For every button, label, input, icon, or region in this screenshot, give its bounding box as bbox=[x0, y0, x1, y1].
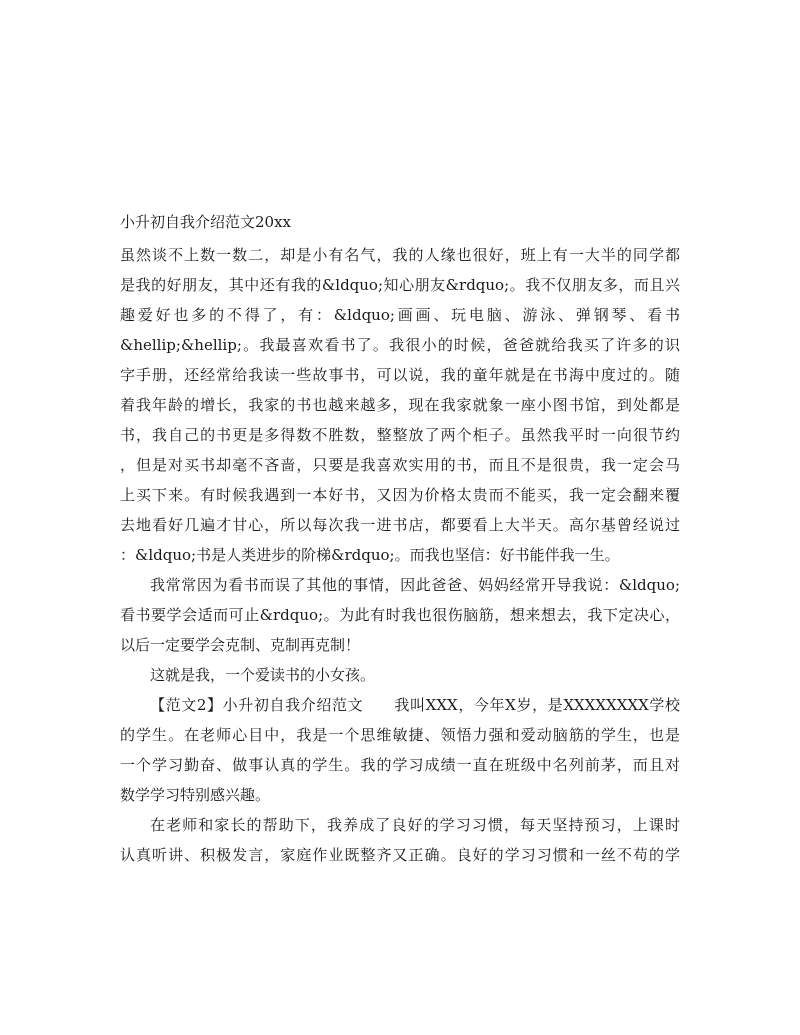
text-line: 虽然谈不上数一数二，却是小有名气，我的人缘也很好，班上有一大半的同学都 bbox=[120, 246, 680, 264]
text-line: 看书要学会适而可止&rdquo;。为此有时我也很伤脑筋，想来想去，我下定决心， bbox=[120, 606, 680, 624]
text-line: 数学学习特别感兴趣。 bbox=[120, 786, 271, 804]
text-line: 我常常因为看书而误了其他的事情，因此爸爸、妈妈经常开导我说：&ldquo; bbox=[150, 576, 680, 594]
text-line: 一个学习勤奋、做事认真的学生。我的学习成绩一直在班级中名列前茅，而且对 bbox=[120, 756, 680, 774]
document-body bbox=[120, 240, 680, 870]
text-line: 趣爱好也多的不得了，有：&ldquo;画画、玩电脑、游泳、弹钢琴、看书 bbox=[120, 306, 680, 324]
text-line: 着我年龄的增长，我家的书也越来越多，现在我家就象一座小图书馆，到处都是 bbox=[120, 396, 680, 414]
text-line: 上买下来。有时候我遇到一本好书，又因为价格太贵而不能买，我一定会翻来覆 bbox=[120, 486, 680, 504]
text-line: 认真听讲、积极发言，家庭作业既整齐又正确。良好的学习习惯和一丝不苟的学 bbox=[120, 846, 680, 864]
text-line: 的学生。在老师心目中，我是一个思维敏捷、领悟力强和爱动脑筋的学生，也是 bbox=[120, 726, 680, 744]
text-line: 这就是我，一个爱读书的小女孩。 bbox=[150, 666, 376, 684]
text-line: 去地看好几遍才甘心，所以每次我一进书店，都要看上大半天。高尔基曾经说过 bbox=[120, 516, 680, 534]
text-line: ：&ldquo;书是人类进步的阶梯&rdquo;。而我也坚信：好书能伴我一生。 bbox=[120, 546, 620, 564]
text-line: 以后一定要学会克制、克制再克制！ bbox=[120, 636, 361, 654]
text-line: 字手册，还经常给我读一些故事书，可以说，我的童年就是在书海中度过的。随 bbox=[120, 366, 680, 384]
text-line: 【范文2】小升初自我介绍范文 我叫XXX，今年X岁，是XXXXXXXX学校 bbox=[150, 696, 680, 714]
text-line: 书，我自己的书更是多得数不胜数，整整放了两个柜子。虽然我平时一向很节约 bbox=[120, 426, 680, 444]
document-title: 小升初自我介绍范文20xx bbox=[120, 213, 292, 231]
text-line: 是我的好朋友，其中还有我的&ldquo;知心朋友&rdquo;。我不仅朋友多，而且兴 bbox=[120, 276, 680, 294]
text-line: &hellip;&hellip;。我最喜欢看书了。我很小的时候，爸爸就给我买了许多的识 bbox=[120, 336, 680, 354]
text-line: ，但是对买书却毫不吝啬，只要是我喜欢实用的书，而且不是很贵，我一定会马 bbox=[120, 456, 680, 474]
text-line: 在老师和家长的帮助下，我养成了良好的学习习惯，每天坚持预习，上课时 bbox=[150, 816, 680, 834]
